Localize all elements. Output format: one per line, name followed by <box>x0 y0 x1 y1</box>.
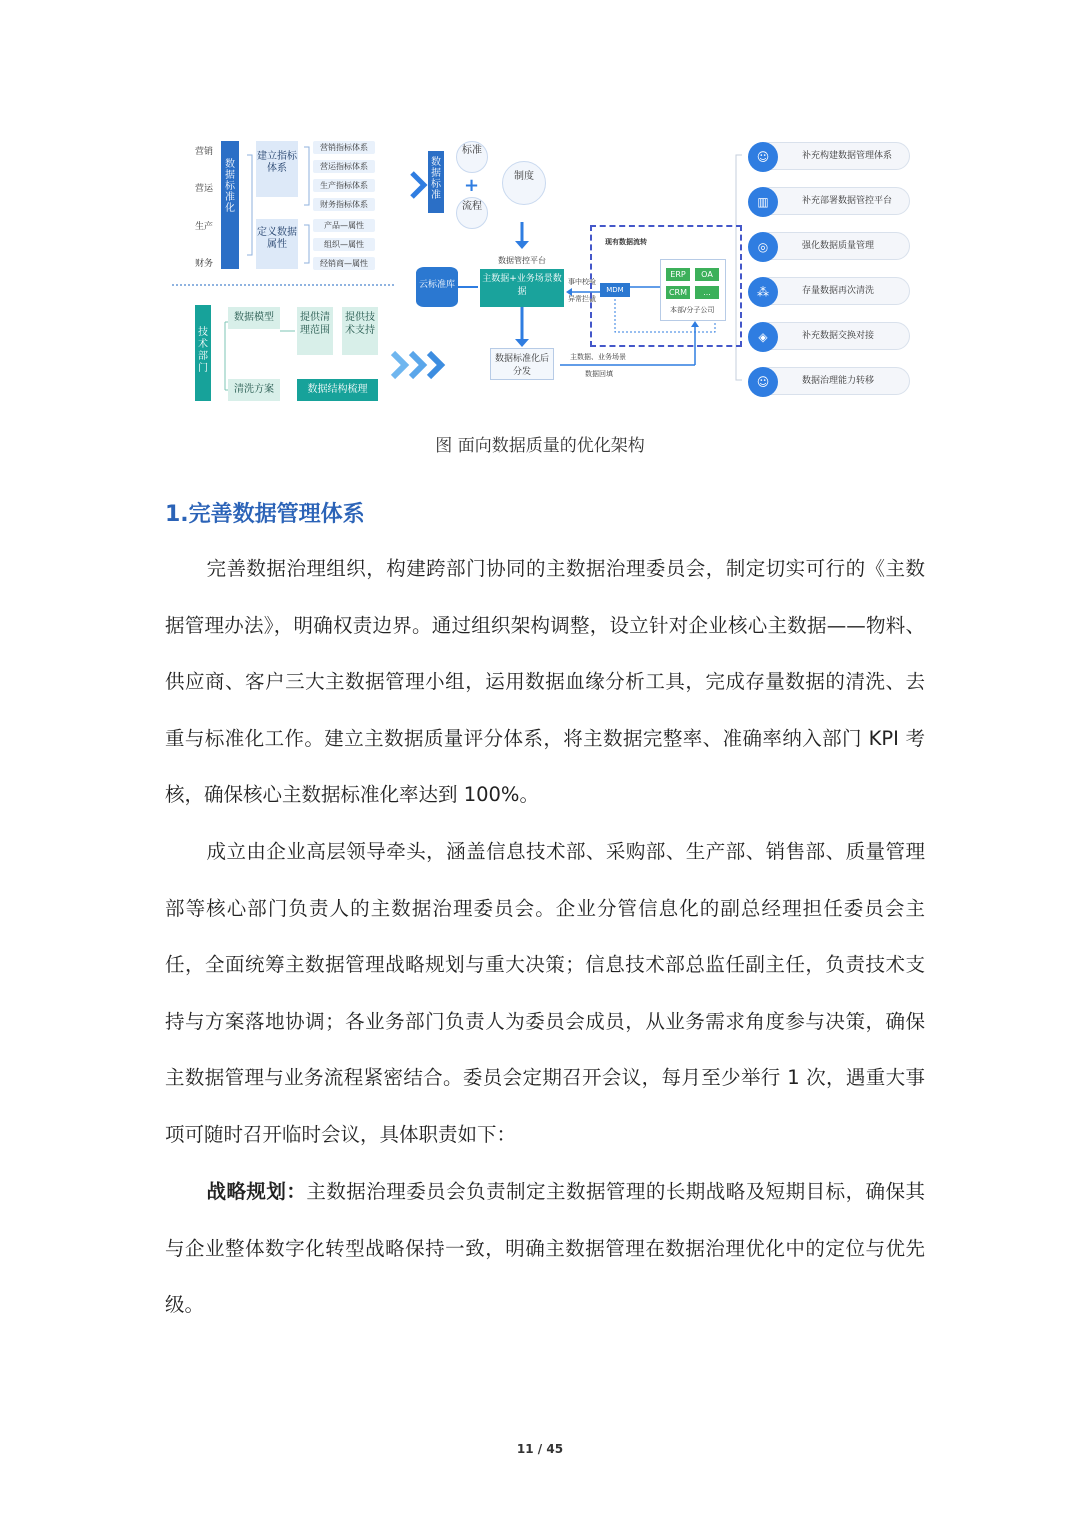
standard-circle: 标准 <box>456 141 488 173</box>
tech-dept-bar: 技术部门 <box>195 305 211 401</box>
figure-caption: 图 面向数据质量的优化架构 <box>435 436 645 456</box>
measure-item: ☺ 数据治理能力转移 <box>755 367 910 395</box>
oa-tag: OA <box>695 268 719 281</box>
layers-icon: ◈ <box>748 322 778 352</box>
strategy-label: 战略规划： <box>206 1180 307 1203</box>
plus-sign: + <box>464 175 480 196</box>
section-heading: 1.完善数据管理体系 <box>165 502 365 527</box>
system-circle: 制度 <box>502 161 546 205</box>
nodes-icon: ⁂ <box>748 277 778 307</box>
existing-flow-label: 现有数据流转 <box>605 238 647 246</box>
indicator-item: 财务指标体系 <box>313 198 375 211</box>
cloud-std-library: 云标准库 <box>416 267 458 307</box>
measure-item: ◈ 补充数据交换对接 <box>755 322 910 350</box>
measure-item: ◎ 强化数据质量管理 <box>755 232 910 260</box>
attribute-box: 定义数据属性 <box>256 219 298 269</box>
category-label: 营运 <box>195 184 214 194</box>
paragraph-2: 成立由企业高层领导牵头，涵盖信息技术部、采购部、生产部、销售部、质量管理部等核心部门负责人的主数据治理委员会。企业分管信息化的副总经理担任委员会主任，全面统筹主数据管理战略规划与重大决策；信息技术部总监任副主任，负责技术支持与方案落地协调；各业务部门负责人为委员会成员，从业务需求角度参与决策，确保主数据管理与业务流程紧密结合。委员会定期召开会议，每月至少举行 1 次，遇重大事项可随时召开临时会议，具体职责如下： <box>165 840 925 1146</box>
intercept-label: 异常拦截 <box>568 295 596 303</box>
paragraph-3: 战略规划：主数据治理委员会负责制定主数据管理的长期战略及短期目标，确保其与企业整体数字化转型战略保持一致，明确主数据管理在数据治理优化中的定位与优先级。 <box>165 1180 925 1316</box>
attribute-item: 经销商—属性 <box>313 257 375 270</box>
brain-icon: ☺ <box>748 142 778 172</box>
chart-icon: ▥ <box>748 187 778 217</box>
category-label: 营销 <box>195 147 214 157</box>
structure-box: 数据结构梳理 <box>297 379 378 401</box>
category-label: 财务 <box>195 259 214 269</box>
attribute-item: 组织—属性 <box>313 238 375 251</box>
measure-item: ▥ 补充部署数据管控平台 <box>755 187 910 215</box>
head-icon: ☺ <box>748 367 778 397</box>
tech-support-box: 提供技术支持 <box>342 307 378 355</box>
mdm-box: MDM <box>600 283 630 297</box>
measure-item: ⁂ 存量数据再次清洗 <box>755 277 910 305</box>
paragraph-1: 完善数据治理组织，构建跨部门协同的主数据治理委员会，制定切实可行的《主数据管理办法》，明确权责边界。通过组织架构调整，设立针对企业核心主数据——物料、供应商、客户三大主数据管理小组，运用数据血缘分析工具，完成存量数据的清洗、去重与标准化工作。建立主数据质量评分体系，将主数据完整率、准确率纳入部门 KPI 考核，确保核心主数据标准化率达到 100%。 <box>165 557 925 806</box>
clean-scope-box: 提供清理范围 <box>297 307 333 355</box>
flow-circle: 流程 <box>456 197 488 229</box>
check-label: 事中校验 <box>568 278 596 286</box>
flow-label: 主数据、业务场景 <box>570 353 626 361</box>
data-standard-bar: 数据标准 <box>428 151 444 213</box>
indicator-system-box: 建立指标体系 <box>256 141 298 197</box>
company-label: 本部/分子公司 <box>670 306 715 314</box>
crm-tag: CRM <box>666 286 690 299</box>
target-icon: ◎ <box>748 232 778 262</box>
output-box: 数据标准化后分发 <box>490 348 554 380</box>
indicator-item: 营运指标体系 <box>313 160 375 173</box>
indicator-item: 营销指标体系 <box>313 141 375 154</box>
page-number: 11 / 45 <box>516 1442 564 1456</box>
indicator-item: 生产指标体系 <box>313 179 375 192</box>
erp-tag: ERP <box>666 268 690 281</box>
architecture-figure <box>170 135 910 410</box>
clean-plan-box: 清洗方案 <box>228 379 280 401</box>
standardization-bar: 数据标准化 <box>221 141 239 269</box>
category-label: 生产 <box>195 222 214 232</box>
return-label: 数据回填 <box>585 370 613 378</box>
measure-item: ☺ 补充构建数据管理体系 <box>755 142 910 170</box>
attribute-item: 产品—属性 <box>313 219 375 232</box>
main-data-box: 主数据+业务场景数据 <box>480 269 564 307</box>
platform-label: 数据管控平台 <box>498 256 546 265</box>
data-model-box: 数据模型 <box>228 307 280 329</box>
more-tag: ... <box>695 286 719 299</box>
